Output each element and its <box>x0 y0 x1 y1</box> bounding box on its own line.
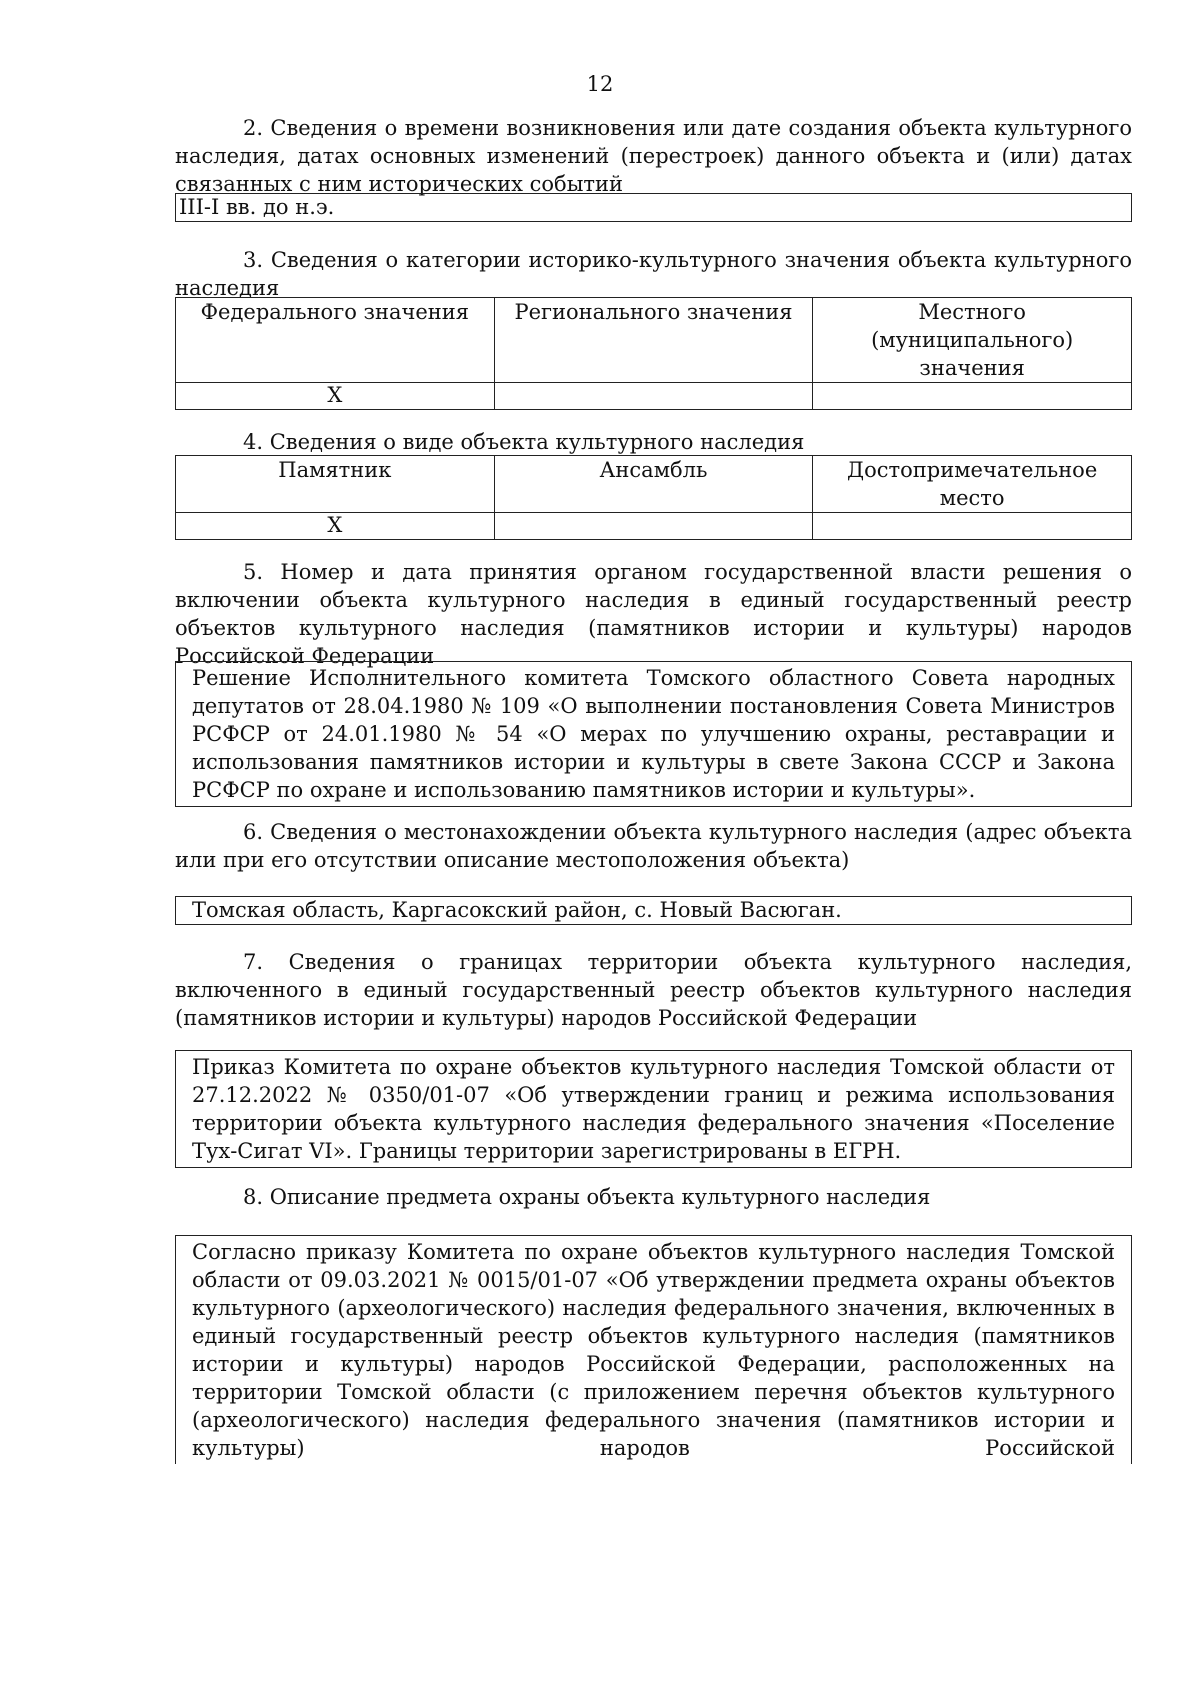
section-8-heading-text: 8. Описание предмета охраны объекта культурного наследия <box>243 1185 931 1209</box>
section-5-value-box <box>175 661 1132 807</box>
section-5-heading-text: 5. Номер и дата принятия органом государственной власти решения о включении объекта культурного наследия в единый государственный реестр объектов культурного наследия (памятников истории и культуры) народов Российской Федерации <box>175 560 1132 668</box>
object-type-mark-row <box>176 513 1132 540</box>
section-3-heading-text: 3. Сведения о категории историко-культурного значения объекта культурного наследия <box>175 248 1132 300</box>
section-6-heading <box>175 818 1132 874</box>
object-type-mark-landmark <box>813 513 1132 540</box>
object-type-mark-ensemble <box>494 513 813 540</box>
section-8-value-box <box>175 1235 1132 1464</box>
significance-mark-row <box>176 383 1132 410</box>
section-6-value-box <box>175 896 1132 925</box>
section-3-heading <box>175 246 1132 302</box>
section-6-heading-text: 6. Сведения о местонахождении объекта культурного наследия (адрес объекта или при его отсутствии описание местоположения объекта) <box>175 820 1132 872</box>
section-4-heading-text: 4. Сведения о виде объекта культурного наследия <box>243 430 805 454</box>
object-type-table <box>175 455 1132 540</box>
section-6-value: Томская область, Каргасокский район, с. Новый Васюган. <box>192 898 842 922</box>
section-5-value: Решение Исполнительного комитета Томского областного Совета народных депутатов от 28.04.1980 № 109 «О выполнении постановления Совета Министров РСФСР от 24.01.1980 № 54 «О мерах по улучшению охраны, реставрации и использования памятников истории и культуры в свете Закона СССР и Закона РСФСР по охране и использованию памятников истории и культуры». <box>192 666 1115 802</box>
object-type-col-monument: Памятник <box>176 456 495 513</box>
object-type-col-landmark: Достопримечательное место <box>813 456 1132 513</box>
object-type-mark-monument: X <box>176 513 495 540</box>
significance-col-local: Местного (муниципального) значения <box>813 298 1132 383</box>
section-8-value: Согласно приказу Комитета по охране объектов культурного наследия Томской области от 09.03.2021 № 0015/01-07 «Об утверждении предмета охраны объектов культурного (археологического) наследия федерального значения, включенных в единый государственный реестр объектов культурного наследия (памятников истории и культуры) народов Российской Федерации, расположенных на территории Томской области (с приложением перечня объектов культурного (археологического) наследия федерального значения (памятников истории и культуры) народов Российской <box>192 1240 1115 1460</box>
section-7-value: Приказ Комитета по охране объектов культурного наследия Томской области от 27.12.2022 № 0350/01-07 «Об утверждении границ и режима использования территории объекта культурного наследия федерального значения «Поселение Тух-Сигат VI». Границы территории зарегистрированы в ЕГРН. <box>192 1055 1115 1163</box>
section-4-heading <box>175 428 1132 456</box>
section-2-heading-text: 2. Сведения о времени возникновения или дате создания объекта культурного наследия, датах основных изменений (перестроек) данного объекта и (или) датах связанных с ним исторических событий <box>175 116 1132 196</box>
significance-mark-local <box>813 383 1132 410</box>
page-number: 12 <box>586 72 614 96</box>
significance-mark-federal: X <box>176 383 495 410</box>
object-type-col-ensemble: Ансамбль <box>494 456 813 513</box>
significance-col-regional: Регионального значения <box>494 298 813 383</box>
section-2-heading <box>175 114 1132 198</box>
section-7-value-box <box>175 1050 1132 1168</box>
section-2-value-box <box>175 193 1132 222</box>
section-8-heading <box>175 1183 1132 1211</box>
section-2-value: III-I вв. до н.э. <box>179 195 335 219</box>
significance-header-row <box>176 298 1132 383</box>
section-5-heading <box>175 558 1132 670</box>
section-7-heading-text: 7. Сведения о границах территории объекта культурного наследия, включенного в единый государственный реестр объектов культурного наследия (памятников истории и культуры) народов Российской Федерации <box>175 950 1132 1030</box>
significance-col-federal: Федерального значения <box>176 298 495 383</box>
object-type-header-row <box>176 456 1132 513</box>
significance-mark-regional <box>494 383 813 410</box>
significance-table <box>175 297 1132 410</box>
section-7-heading <box>175 948 1132 1032</box>
